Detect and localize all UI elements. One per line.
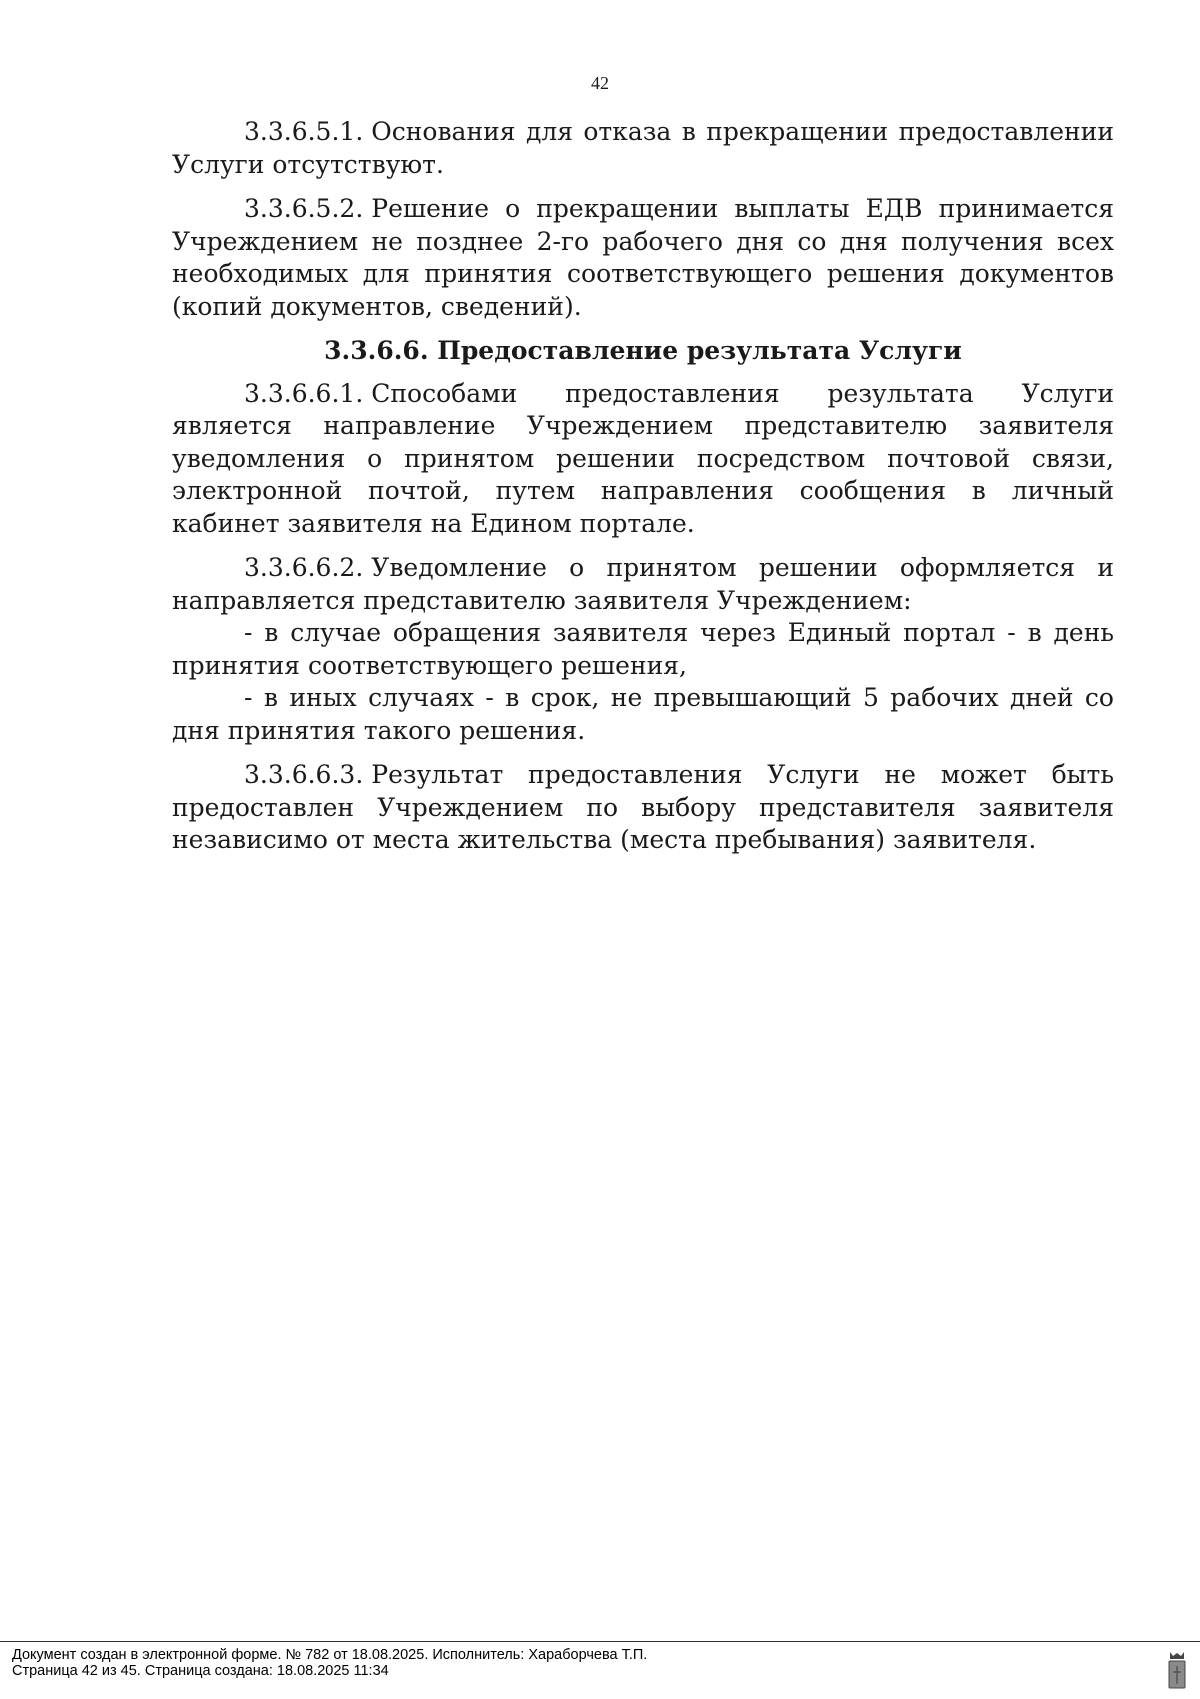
- clause-number: 3.3.6.6.2.: [244, 553, 364, 582]
- clause-number: 3.3.6.6.3.: [244, 760, 364, 789]
- section-heading: 3.3.6.6. Предоставление результата Услуги: [324, 336, 962, 365]
- footer-line-1: Документ создан в электронной форме. № 782 от 18.08.2025. Исполнитель: Хараборчева Т.П.: [12, 1647, 648, 1663]
- clause-number: 3.3.6.5.2.: [244, 194, 364, 223]
- paragraph-3-3-6-6-2: [172, 552, 1114, 617]
- clause-text: Решение о прекращении выплаты ЕДВ принимается Учреждением не позднее 2-го рабочего дня со дня получения всех необходимых для принятия соответствующего решения документов (копий документов, сведений).: [172, 194, 1114, 321]
- clause-text: Основания для отказа в прекращении предоставлении Услуги отсутствуют.: [172, 117, 1114, 179]
- paragraph-3-3-6-6-1: [172, 378, 1114, 541]
- clause-number: 3.3.6.6.1.: [244, 378, 364, 408]
- paragraph-3-3-6-6-3: [172, 759, 1114, 857]
- page-number: 42: [591, 73, 609, 93]
- document-body: [172, 116, 1114, 869]
- paragraph-3-3-6-5-2: [172, 193, 1114, 323]
- clause-text: Результат предоставления Услуги не может быть предоставлен Учреждением по выбору представителя заявителя независимо от места жительства (места пребывания) заявителя.: [172, 760, 1114, 854]
- footer-text: [12, 1647, 647, 1679]
- coat-of-arms-icon: [1166, 1650, 1188, 1690]
- list-item: - в иных случаях - в срок, не превышающий 5 рабочих дней со дня принятия такого решения.: [172, 683, 1114, 745]
- clause-number: 3.3.6.5.1.: [244, 117, 364, 146]
- clause-text: Способами предоставления результата Услуги является направление Учреждением представителю заявителя уведомления о принятом решении посредством почтовой связи, электронной почтой, путем направления сообщения в личный кабинет заявителя на Едином портале.: [172, 378, 1114, 538]
- footer-line-2: Страница 42 из 45. Страница создана: 18.08.2025 11:34: [12, 1663, 389, 1679]
- paragraph-3-3-6-5-1: [172, 116, 1114, 181]
- list-item: - в случае обращения заявителя через Единый портал - в день принятия соответствующего решения,: [172, 618, 1114, 680]
- document-footer: [0, 1641, 1200, 1699]
- clause-text: Уведомление о принятом решении оформляется и направляется представителю заявителя Учреждением:: [172, 553, 1114, 615]
